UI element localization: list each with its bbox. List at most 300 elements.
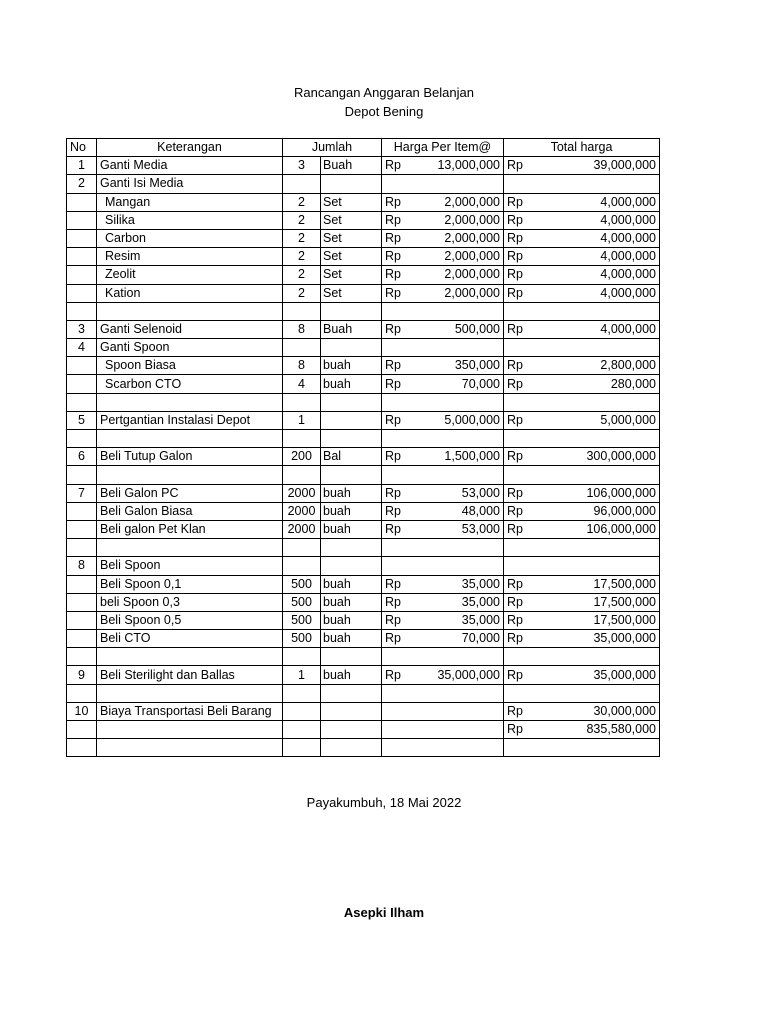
currency-label: Rp xyxy=(385,449,401,464)
table-row xyxy=(67,684,660,702)
row-description: Beli CTO xyxy=(97,630,283,648)
row-unit xyxy=(321,393,382,411)
table-row xyxy=(67,702,660,720)
table-row xyxy=(67,157,660,175)
row-quantity xyxy=(283,739,321,757)
currency-label: Rp xyxy=(385,376,401,391)
currency-label: Rp xyxy=(385,158,401,173)
row-quantity xyxy=(283,721,321,739)
row-number xyxy=(67,393,97,411)
row-number xyxy=(67,211,97,229)
row-number xyxy=(67,520,97,538)
row-total-cell xyxy=(504,339,660,357)
row-total: 5,000,000 xyxy=(600,412,656,427)
currency-label: Rp xyxy=(385,321,401,336)
row-number xyxy=(67,430,97,448)
row-total-cell xyxy=(504,520,660,538)
row-price: 2,000,000 xyxy=(444,267,500,282)
row-price-cell xyxy=(382,266,504,284)
row-number: 3 xyxy=(67,320,97,338)
currency-label: Rp xyxy=(507,576,523,591)
row-number: 8 xyxy=(67,557,97,575)
row-description: Zeolit xyxy=(97,266,283,284)
row-price: 1,500,000 xyxy=(444,449,500,464)
table-row xyxy=(67,502,660,520)
row-total: 17,500,000 xyxy=(593,576,656,591)
header-keterangan: Keterangan xyxy=(97,139,283,157)
currency-label: Rp xyxy=(507,285,523,300)
table-row xyxy=(67,430,660,448)
row-description: Ganti Isi Media xyxy=(97,175,283,193)
row-number xyxy=(67,375,97,393)
row-quantity xyxy=(283,539,321,557)
currency-label: Rp xyxy=(507,267,523,282)
row-total-cell xyxy=(504,557,660,575)
row-total: 17,500,000 xyxy=(593,594,656,609)
row-price-cell xyxy=(382,411,504,429)
row-description xyxy=(97,539,283,557)
table-body xyxy=(67,157,660,757)
row-price-cell xyxy=(382,721,504,739)
row-description xyxy=(97,684,283,702)
row-price-cell xyxy=(382,502,504,520)
row-total-cell xyxy=(504,229,660,247)
row-quantity: 1 xyxy=(283,411,321,429)
table-row xyxy=(67,302,660,320)
row-total-cell xyxy=(504,721,660,739)
row-price: 2,000,000 xyxy=(444,212,500,227)
header-no: No xyxy=(67,139,97,157)
row-total: 4,000,000 xyxy=(600,212,656,227)
table-row xyxy=(67,375,660,393)
header-harga: Harga Per Item@ xyxy=(382,139,504,157)
row-total-cell xyxy=(504,739,660,757)
table-row xyxy=(67,320,660,338)
row-total: 4,000,000 xyxy=(600,231,656,246)
row-unit: buah xyxy=(321,593,382,611)
table-row xyxy=(67,339,660,357)
row-number xyxy=(67,266,97,284)
row-price-cell xyxy=(382,393,504,411)
table-row xyxy=(67,248,660,266)
row-description xyxy=(97,739,283,757)
currency-label: Rp xyxy=(385,231,401,246)
row-quantity xyxy=(283,648,321,666)
row-number: 1 xyxy=(67,157,97,175)
row-total: 106,000,000 xyxy=(586,522,656,537)
table-row xyxy=(67,557,660,575)
row-number: 10 xyxy=(67,702,97,720)
currency-label: Rp xyxy=(385,267,401,282)
currency-label: Rp xyxy=(507,249,523,264)
table-row xyxy=(67,357,660,375)
row-unit xyxy=(321,721,382,739)
currency-label: Rp xyxy=(507,321,523,336)
row-quantity xyxy=(283,175,321,193)
row-unit: Set xyxy=(321,229,382,247)
row-description: Pertgantian Instalasi Depot xyxy=(97,411,283,429)
row-unit xyxy=(321,557,382,575)
row-quantity xyxy=(283,557,321,575)
row-unit: Set xyxy=(321,193,382,211)
row-price-cell xyxy=(382,375,504,393)
row-price-cell xyxy=(382,557,504,575)
table-row xyxy=(67,520,660,538)
row-price: 70,000 xyxy=(461,376,500,391)
row-unit: Buah xyxy=(321,320,382,338)
row-price: 53,000 xyxy=(461,522,500,537)
table-row xyxy=(67,448,660,466)
row-description: Beli Spoon 0,1 xyxy=(97,575,283,593)
currency-label: Rp xyxy=(507,522,523,537)
row-total-cell xyxy=(504,411,660,429)
row-price-cell xyxy=(382,302,504,320)
signature-name: Asepki Ilham xyxy=(343,905,425,920)
row-description: Carbon xyxy=(97,229,283,247)
currency-label: Rp xyxy=(507,722,523,737)
row-price: 53,000 xyxy=(461,485,500,500)
row-description: beli Spoon 0,3 xyxy=(97,593,283,611)
document-title: Rancangan Anggaran Belanjan xyxy=(294,85,474,100)
row-number xyxy=(67,611,97,629)
row-description xyxy=(97,393,283,411)
row-total-cell xyxy=(504,648,660,666)
row-total-cell xyxy=(504,211,660,229)
place-date: Payakumbuh, 18 Mai 2022 xyxy=(306,795,462,810)
row-price-cell xyxy=(382,702,504,720)
row-number xyxy=(67,248,97,266)
row-total-cell xyxy=(504,611,660,629)
row-total-cell xyxy=(504,193,660,211)
header-total: Total harga xyxy=(504,139,660,157)
row-quantity: 2000 xyxy=(283,502,321,520)
row-description: Mangan xyxy=(97,193,283,211)
row-price: 350,000 xyxy=(454,358,500,373)
currency-label: Rp xyxy=(507,231,523,246)
row-price-cell xyxy=(382,593,504,611)
row-number: 6 xyxy=(67,448,97,466)
row-description xyxy=(97,648,283,666)
row-unit: buah xyxy=(321,611,382,629)
row-description: Silika xyxy=(97,211,283,229)
row-unit xyxy=(321,339,382,357)
currency-label: Rp xyxy=(385,412,401,427)
row-number: 2 xyxy=(67,175,97,193)
row-total: 4,000,000 xyxy=(600,267,656,282)
currency-label: Rp xyxy=(507,594,523,609)
row-quantity: 2 xyxy=(283,211,321,229)
table-row xyxy=(67,593,660,611)
row-unit xyxy=(321,466,382,484)
table-row xyxy=(67,393,660,411)
table-row xyxy=(67,284,660,302)
row-total-cell xyxy=(504,248,660,266)
row-unit: Bal xyxy=(321,448,382,466)
row-total-cell xyxy=(504,320,660,338)
table-row xyxy=(67,739,660,757)
row-description: Beli Galon Biasa xyxy=(97,502,283,520)
row-quantity: 8 xyxy=(283,320,321,338)
row-quantity: 2000 xyxy=(283,484,321,502)
row-price-cell xyxy=(382,357,504,375)
row-quantity: 4 xyxy=(283,375,321,393)
row-description: Beli Galon PC xyxy=(97,484,283,502)
row-price-cell xyxy=(382,211,504,229)
row-unit: buah xyxy=(321,666,382,684)
row-description: Beli Sterilight dan Ballas xyxy=(97,666,283,684)
row-price-cell xyxy=(382,448,504,466)
row-description: Beli Spoon xyxy=(97,557,283,575)
row-number xyxy=(67,684,97,702)
row-total-cell xyxy=(504,539,660,557)
row-price-cell xyxy=(382,539,504,557)
row-quantity xyxy=(283,430,321,448)
table-row xyxy=(67,721,660,739)
table-row xyxy=(67,648,660,666)
row-unit: buah xyxy=(321,484,382,502)
row-total-cell xyxy=(504,448,660,466)
row-number xyxy=(67,739,97,757)
row-number xyxy=(67,302,97,320)
row-price: 35,000 xyxy=(461,594,500,609)
row-total-cell xyxy=(504,684,660,702)
budget-table xyxy=(66,138,660,757)
header-jumlah: Jumlah xyxy=(283,139,382,157)
row-total-cell xyxy=(504,357,660,375)
row-total: 280,000 xyxy=(610,376,656,391)
row-price-cell xyxy=(382,320,504,338)
row-total-cell xyxy=(504,430,660,448)
row-quantity: 1 xyxy=(283,666,321,684)
row-total-cell xyxy=(504,630,660,648)
row-price: 13,000,000 xyxy=(437,158,500,173)
row-description: Biaya Transportasi Beli Barang xyxy=(97,702,283,720)
row-unit xyxy=(321,302,382,320)
row-unit: Set xyxy=(321,211,382,229)
row-number xyxy=(67,648,97,666)
row-description: Kation xyxy=(97,284,283,302)
row-price-cell xyxy=(382,339,504,357)
table-row xyxy=(67,193,660,211)
row-quantity xyxy=(283,684,321,702)
row-price: 2,000,000 xyxy=(444,285,500,300)
currency-label: Rp xyxy=(385,249,401,264)
row-unit xyxy=(321,684,382,702)
table-row xyxy=(67,211,660,229)
row-description: Scarbon CTO xyxy=(97,375,283,393)
row-quantity: 2 xyxy=(283,284,321,302)
row-quantity: 2 xyxy=(283,266,321,284)
row-description: Ganti Spoon xyxy=(97,339,283,357)
row-total-cell xyxy=(504,484,660,502)
row-total-cell xyxy=(504,284,660,302)
currency-label: Rp xyxy=(385,576,401,591)
row-total-cell xyxy=(504,375,660,393)
row-quantity: 500 xyxy=(283,593,321,611)
row-quantity xyxy=(283,302,321,320)
currency-label: Rp xyxy=(385,212,401,227)
table-row xyxy=(67,466,660,484)
row-quantity: 8 xyxy=(283,357,321,375)
row-price-cell xyxy=(382,520,504,538)
currency-label: Rp xyxy=(385,612,401,627)
row-price-cell xyxy=(382,739,504,757)
row-quantity: 2000 xyxy=(283,520,321,538)
row-price-cell xyxy=(382,157,504,175)
row-description: Ganti Selenoid xyxy=(97,320,283,338)
row-description: Spoon Biasa xyxy=(97,357,283,375)
row-total: 96,000,000 xyxy=(593,503,656,518)
row-unit: buah xyxy=(321,575,382,593)
row-price-cell xyxy=(382,193,504,211)
row-total: 17,500,000 xyxy=(593,612,656,627)
currency-label: Rp xyxy=(507,412,523,427)
row-number xyxy=(67,357,97,375)
row-price: 35,000 xyxy=(461,612,500,627)
row-price-cell xyxy=(382,430,504,448)
currency-label: Rp xyxy=(385,594,401,609)
row-quantity: 200 xyxy=(283,448,321,466)
currency-label: Rp xyxy=(385,522,401,537)
currency-label: Rp xyxy=(507,631,523,646)
table-header-row xyxy=(67,139,660,157)
row-total: 4,000,000 xyxy=(600,249,656,264)
row-price-cell xyxy=(382,684,504,702)
row-number: 5 xyxy=(67,411,97,429)
row-total-cell xyxy=(504,466,660,484)
row-description xyxy=(97,466,283,484)
currency-label: Rp xyxy=(507,449,523,464)
currency-label: Rp xyxy=(507,667,523,682)
row-quantity xyxy=(283,466,321,484)
row-number xyxy=(67,539,97,557)
row-unit: buah xyxy=(321,357,382,375)
row-price-cell xyxy=(382,248,504,266)
row-description: Ganti Media xyxy=(97,157,283,175)
row-price: 500,000 xyxy=(454,321,500,336)
row-number xyxy=(67,466,97,484)
currency-label: Rp xyxy=(385,285,401,300)
row-quantity: 3 xyxy=(283,157,321,175)
row-total-cell xyxy=(504,702,660,720)
table-row xyxy=(67,575,660,593)
row-description xyxy=(97,302,283,320)
currency-label: Rp xyxy=(385,194,401,209)
row-unit: buah xyxy=(321,502,382,520)
row-unit: Set xyxy=(321,284,382,302)
row-number xyxy=(67,502,97,520)
table-row xyxy=(67,175,660,193)
currency-label: Rp xyxy=(507,503,523,518)
row-description xyxy=(97,721,283,739)
table-row xyxy=(67,611,660,629)
row-number xyxy=(67,193,97,211)
currency-label: Rp xyxy=(507,612,523,627)
row-price-cell xyxy=(382,484,504,502)
row-total-cell xyxy=(504,666,660,684)
row-price-cell xyxy=(382,466,504,484)
currency-label: Rp xyxy=(385,485,401,500)
row-unit: Set xyxy=(321,248,382,266)
row-price: 70,000 xyxy=(461,631,500,646)
document-subtitle: Depot Bening xyxy=(344,104,424,119)
currency-label: Rp xyxy=(385,358,401,373)
row-total: 2,800,000 xyxy=(600,358,656,373)
row-price: 2,000,000 xyxy=(444,231,500,246)
row-unit: buah xyxy=(321,375,382,393)
row-price: 35,000 xyxy=(461,576,500,591)
row-price-cell xyxy=(382,284,504,302)
currency-label: Rp xyxy=(385,503,401,518)
row-total-cell xyxy=(504,502,660,520)
row-quantity xyxy=(283,702,321,720)
row-price-cell xyxy=(382,575,504,593)
row-total: 35,000,000 xyxy=(593,631,656,646)
row-unit: buah xyxy=(321,630,382,648)
row-description: Beli Spoon 0,5 xyxy=(97,611,283,629)
row-quantity xyxy=(283,393,321,411)
table-row xyxy=(67,229,660,247)
row-total: 4,000,000 xyxy=(600,285,656,300)
row-unit xyxy=(321,739,382,757)
row-price: 5,000,000 xyxy=(444,412,500,427)
row-total: 106,000,000 xyxy=(586,485,656,500)
currency-label: Rp xyxy=(507,194,523,209)
currency-label: Rp xyxy=(507,485,523,500)
row-unit xyxy=(321,175,382,193)
currency-label: Rp xyxy=(385,667,401,682)
row-number xyxy=(67,575,97,593)
row-total: 300,000,000 xyxy=(586,449,656,464)
row-unit: buah xyxy=(321,520,382,538)
currency-label: Rp xyxy=(507,358,523,373)
row-number xyxy=(67,284,97,302)
currency-label: Rp xyxy=(507,212,523,227)
row-unit xyxy=(321,430,382,448)
row-quantity: 500 xyxy=(283,630,321,648)
table-row xyxy=(67,484,660,502)
row-total-cell xyxy=(504,302,660,320)
currency-label: Rp xyxy=(385,631,401,646)
row-description: Beli Tutup Galon xyxy=(97,448,283,466)
row-total-cell xyxy=(504,393,660,411)
row-price-cell xyxy=(382,648,504,666)
row-number xyxy=(67,593,97,611)
row-price-cell xyxy=(382,229,504,247)
row-number xyxy=(67,721,97,739)
row-price-cell xyxy=(382,175,504,193)
row-total: 30,000,000 xyxy=(593,703,656,718)
row-total: 39,000,000 xyxy=(593,158,656,173)
row-total-cell xyxy=(504,175,660,193)
currency-label: Rp xyxy=(507,158,523,173)
currency-label: Rp xyxy=(507,703,523,718)
row-price-cell xyxy=(382,611,504,629)
row-quantity: 500 xyxy=(283,611,321,629)
table-row xyxy=(67,539,660,557)
row-price: 2,000,000 xyxy=(444,194,500,209)
row-total: 35,000,000 xyxy=(593,667,656,682)
table-row xyxy=(67,666,660,684)
row-total: 4,000,000 xyxy=(600,194,656,209)
row-total-cell xyxy=(504,266,660,284)
row-price: 35,000,000 xyxy=(437,667,500,682)
row-unit xyxy=(321,411,382,429)
row-quantity: 2 xyxy=(283,193,321,211)
row-unit xyxy=(321,648,382,666)
row-price-cell xyxy=(382,666,504,684)
row-number: 4 xyxy=(67,339,97,357)
